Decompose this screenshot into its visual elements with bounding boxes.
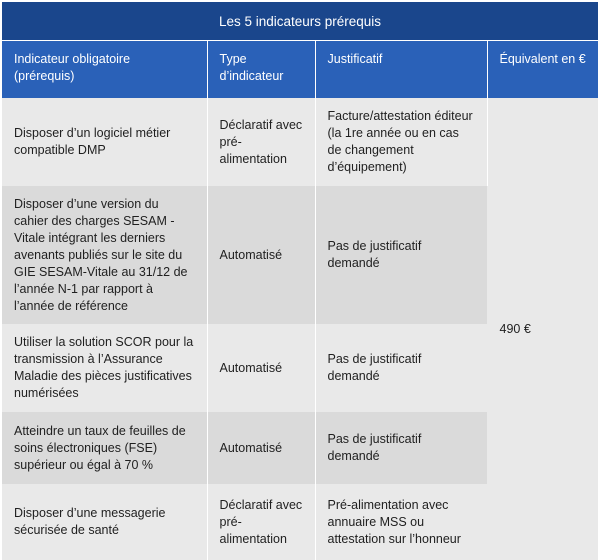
header-indicateur: [2, 41, 207, 99]
cell-equivalent-text: 490 €: [499, 321, 531, 336]
cell-type: [207, 412, 315, 484]
header-justificatif: [315, 41, 487, 99]
cell-justificatif-text: Pas de justificatif demandé: [327, 239, 422, 270]
cell-indicateur: [2, 484, 207, 560]
header-equivalent-label: Équivalent en €: [499, 52, 586, 66]
cell-justificatif-text: Pré-alimentation avec annuaire MSS ou attestation sur l’honneur: [327, 497, 461, 546]
cell-indicateur-text: Disposer d’une version du cahier des charges SESAM -Vitale intégrant les derniers avenants publiés sur le site du GIE SESAM-Vitale au 31/12 de l’année N-1 par rapport à l’année de référence: [14, 196, 188, 313]
cell-justificatif-text: Pas de justificatif demandé: [327, 352, 422, 383]
cell-justificatif: [315, 324, 487, 412]
cell-indicateur: [2, 186, 207, 324]
cell-indicateur: [2, 412, 207, 484]
header-equivalent: [487, 41, 598, 99]
cell-type-text: Déclaratif avec pré-alimentation: [219, 497, 303, 546]
cell-indicateur-text: Disposer d’un logiciel métier compatible DMP: [14, 126, 171, 157]
cell-indicateur-text: Disposer d’une messagerie sécurisée de santé: [14, 506, 166, 537]
cell-type-text: Automatisé: [219, 440, 283, 455]
table-row: [2, 98, 598, 186]
header-type: [207, 41, 315, 99]
cell-type-text: Automatisé: [219, 247, 283, 262]
cell-justificatif-text: Pas de justificatif demandé: [327, 432, 422, 463]
cell-indicateur-text: Utiliser la solution SCOR pour la transmission à l’Assurance Maladie des pièces justificatives numérisées: [14, 335, 194, 400]
table-caption-text: Les 5 indicateurs prérequis: [218, 13, 382, 29]
cell-indicateur: [2, 98, 207, 186]
cell-type: [207, 186, 315, 324]
cell-justificatif: [315, 484, 487, 560]
cell-type: [207, 484, 315, 560]
cell-justificatif-text: Facture/attestation éditeur (la 1re année ou en cas de changement d’équipement): [327, 109, 473, 174]
cell-type: [207, 324, 315, 412]
cell-justificatif: [315, 98, 487, 186]
cell-type: [207, 98, 315, 186]
header-type-label: Type d’indicateur: [219, 52, 284, 83]
header-justificatif-label: Justificatif: [327, 52, 383, 66]
cell-type-text: Déclaratif avec pré-alimentation: [219, 117, 303, 166]
cell-indicateur-text: Atteindre un taux de feuilles de soins électroniques (FSE) supérieur ou égal à 70 %: [14, 423, 186, 472]
cell-indicateur: [2, 324, 207, 412]
header-indicateur-label: Indicateur obligatoire (prérequis): [14, 52, 131, 83]
indicators-table: [2, 2, 598, 560]
cell-equivalent: [487, 98, 598, 560]
cell-justificatif: [315, 186, 487, 324]
table-caption: [2, 2, 598, 41]
cell-justificatif: [315, 412, 487, 484]
cell-type-text: Automatisé: [219, 360, 283, 375]
